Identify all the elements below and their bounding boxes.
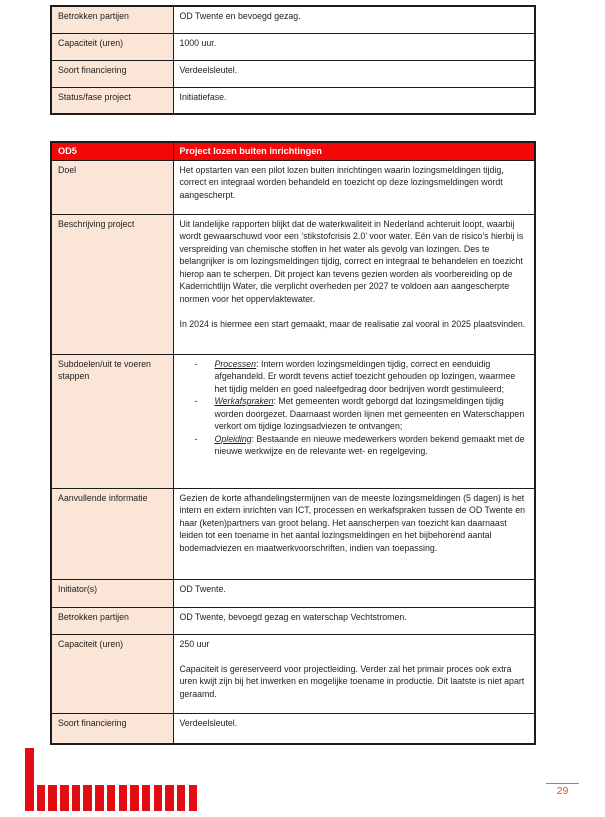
table-row bbox=[51, 634, 535, 713]
logo-bar bbox=[177, 785, 186, 811]
table-row bbox=[51, 607, 535, 634]
table-row bbox=[51, 488, 535, 579]
row-label: Beschrijving project bbox=[51, 214, 173, 354]
row-value: OD Twente en bevoegd gezag. bbox=[173, 6, 535, 33]
table-row bbox=[51, 60, 535, 87]
row-label: Doel bbox=[51, 160, 173, 214]
paragraph: Gezien de korte afhandelingstermijnen van de meeste lozingsmeldingen (5 dagen) is het intern en extern inrichten van ICT, processen en werkafspraken tussen de OD Twente en haar (keten)partners van groot belang. Het aanscherpen van toezicht kan daarnaast leiden tot een toename in het aantal lozingsmeldingen en het bijbehorend aantal bodemadviezen en maatwerkvoorschriften, indien van toepassing. bbox=[179, 492, 526, 553]
logo-bar bbox=[72, 785, 81, 811]
row-value: Verdeelsleutel. bbox=[173, 60, 535, 87]
row-label: Initiator(s) bbox=[51, 579, 173, 607]
row-value bbox=[173, 354, 535, 488]
logo-bar bbox=[142, 785, 151, 811]
page-number: 29 bbox=[556, 785, 569, 797]
paragraph: OD Twente. bbox=[179, 583, 226, 594]
row-label: Capaciteit (uren) bbox=[51, 33, 173, 60]
paragraph: Het opstarten van een pilot lozen buiten inrichtingen waarin lozingsmeldingen tijdig, correct en integraal worden behandeld en toezicht op deze lozingsmeldingen wordt aangescherpt. bbox=[179, 164, 504, 200]
logo-bar bbox=[107, 785, 116, 811]
row-value bbox=[173, 634, 535, 713]
paragraph: Capaciteit is gereserveerd voor projectleiding. Verder zal het primair proces ook extra uren kwijt zijn bij het inwerken en mogelijke toename in productie. Dit laatste is niet apart geraamd. bbox=[179, 663, 525, 699]
row-value bbox=[173, 160, 535, 214]
logo-bar bbox=[60, 785, 69, 811]
project-title: Project lozen buiten inrichtingen bbox=[173, 142, 535, 160]
table-row bbox=[51, 87, 535, 114]
logo-bar bbox=[119, 785, 128, 811]
paragraph: In 2024 is hiermee een start gemaakt, maar de realisatie zal vooral in 2025 plaatsvinden. bbox=[179, 318, 526, 329]
paragraph: Verdeelsleutel. bbox=[179, 717, 238, 728]
project-summary-table bbox=[50, 5, 536, 115]
bullet-list bbox=[180, 358, 529, 458]
row-label: Soort financiering bbox=[51, 60, 173, 87]
bullet-item: - Processen: Intern worden lozingsmeldingen tijdig, correct en eenduidig afgehandeld. Er wordt tevens actief toezicht gehouden op lozingen, waarmee het tijdig melden en goed naleefgedrag door bedrijven wordt gestimuleerd; bbox=[195, 358, 529, 396]
logo-bar bbox=[83, 785, 92, 811]
row-value: Initiatiefase. bbox=[173, 87, 535, 114]
bullet-term: Opleiding bbox=[214, 433, 252, 444]
bullet-term: Processen bbox=[214, 358, 257, 369]
paragraph: 250 uur bbox=[179, 638, 210, 649]
bullet-item: - Opleiding: Bestaande en nieuwe medewerkers worden bekend gemaakt met de nieuwe werkwijze en de relevante wet- en regelgeving. bbox=[195, 433, 529, 458]
row-label: Betrokken partijen bbox=[51, 6, 173, 33]
logo-bar bbox=[165, 785, 174, 811]
row-label: Aanvullende informatie bbox=[51, 488, 173, 579]
project-summary-body bbox=[51, 6, 535, 114]
table-row bbox=[51, 354, 535, 488]
page-number-block bbox=[546, 783, 579, 798]
table-row bbox=[51, 713, 535, 744]
table-row bbox=[51, 214, 535, 354]
logo-bar bbox=[130, 785, 139, 811]
logo-bar-tall bbox=[25, 748, 34, 811]
logo-bar bbox=[154, 785, 163, 811]
row-value bbox=[173, 488, 535, 579]
bullet-item: - Werkafspraken: Met gemeenten wordt geborgd dat lozingsmeldingen tijdig worden doorgezet. Daarnaast worden lijnen met gemeenten en Waterschappen verkort om tijdige lozingsadviezen te ontvangen; bbox=[195, 395, 529, 433]
row-value bbox=[173, 214, 535, 354]
table-header-row bbox=[51, 142, 535, 160]
od5-project-body bbox=[51, 160, 535, 744]
row-value: 1000 uur. bbox=[173, 33, 535, 60]
row-value bbox=[173, 713, 535, 744]
row-value bbox=[173, 579, 535, 607]
row-label: Status/fase project bbox=[51, 87, 173, 114]
paragraph: OD Twente, bevoegd gezag en waterschap Vechtstromen. bbox=[179, 611, 407, 622]
logo-bar bbox=[48, 785, 57, 811]
row-label: Betrokken partijen bbox=[51, 607, 173, 634]
table-row bbox=[51, 579, 535, 607]
logo-bar bbox=[189, 785, 198, 811]
paragraph: Uit landelijke rapporten blijkt dat de waterkwaliteit in Nederland achteruit loopt, waarbij wordt gewaarschuwd voor een ‘stikstofcrisis 2.0’ voor water. Eén van de risico’s hierbij is verspreiding van chemische stoffen in het water als gevolg van lozingen. Des te belangrijker is om lozingsmeldingen tijdig, correct en integraal te behandelen en toezicht hierop aan te scherpen. Dit project kan tevens gezien worden als voorbereiding op de Kaderrichtlijn Water, die verplicht overheden per 2027 te voldoen aan aangescherpte normen voor het oppervlaktewater. bbox=[179, 218, 524, 304]
table-row bbox=[51, 6, 535, 33]
od5-project-table bbox=[50, 141, 536, 745]
row-label: Capaciteit (uren) bbox=[51, 634, 173, 713]
logo-bar bbox=[95, 785, 104, 811]
logo-bars bbox=[25, 748, 197, 811]
row-label: Soort financiering bbox=[51, 713, 173, 744]
project-code: OD5 bbox=[51, 142, 173, 160]
footer-divider bbox=[546, 783, 579, 784]
row-value bbox=[173, 607, 535, 634]
table-row bbox=[51, 33, 535, 60]
bullet-term: Werkafspraken bbox=[214, 396, 274, 406]
logo-bar bbox=[37, 785, 46, 811]
row-label: Subdoelen/uit te voeren stappen bbox=[51, 354, 173, 488]
table-row bbox=[51, 160, 535, 214]
